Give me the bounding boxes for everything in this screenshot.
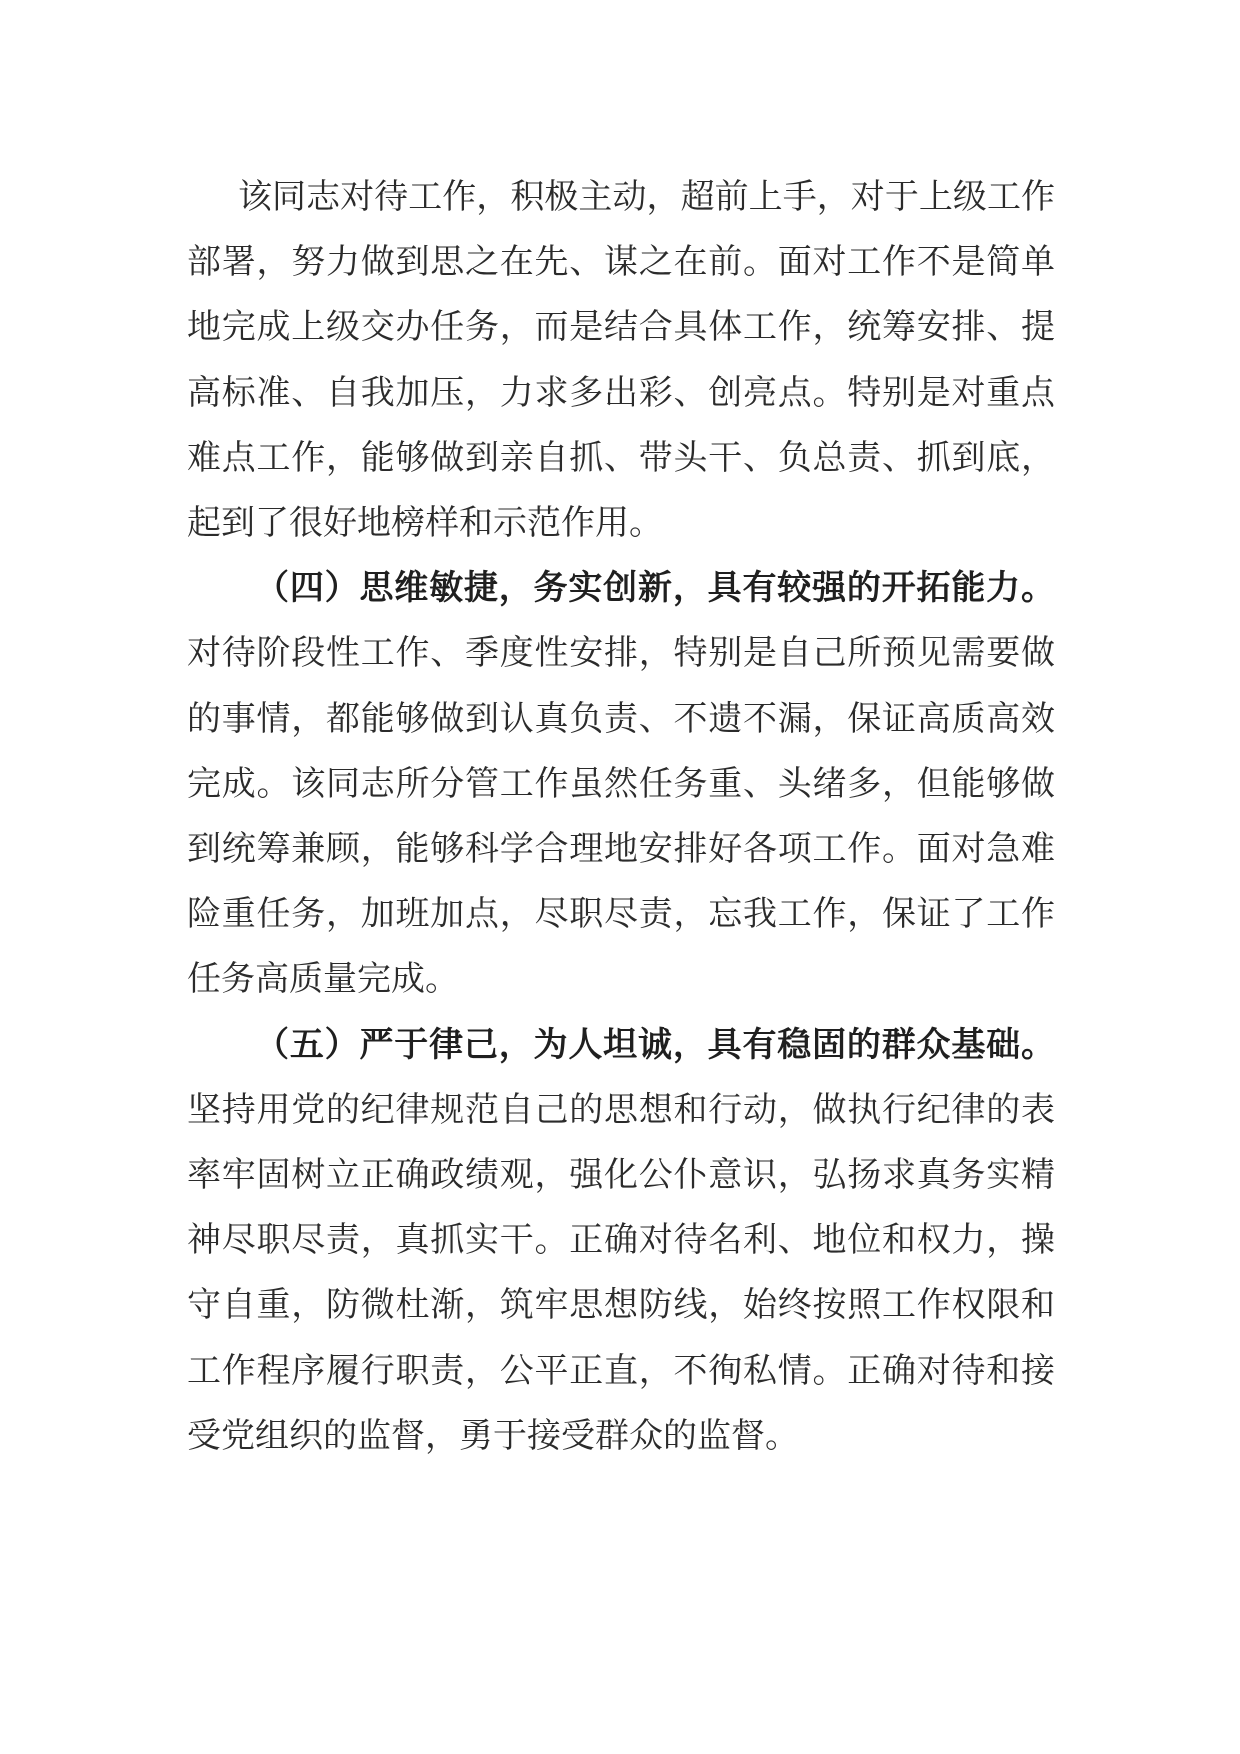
section-4-body: 对待阶段性工作、季度性安排，特别是自己所预见需要做的事情，都能够做到认真负责、不遗不漏，保证高质高效完成。该同志所分管工作虽然任务重、头绪多，但能够做到统筹兼顾，能够科学合理地安排好各项工作。面对急难险重任务，加班加点，尽职尽责，忘我工作，保证了工作任务高质量完成。 [187,633,1055,1000]
paragraph-section-5 [187,1013,1055,1469]
section-5-heading: （五）严于律己，为人坦诚，具有稳固的群众基础。 [255,1024,1055,1065]
paragraph-text: 该同志对待工作，积极主动，超前上手，对于上级工作部署，努力做到思之在先、谋之在前。面对工作不是简单地完成上级交办任务，而是结合具体工作，统筹安排、提高标准、自我加压，力求多出彩、创亮点。特别是对重点难点工作，能够做到亲自抓、带头干、负总责、抓到底，起到了很好地榜样和示范作用。 [187,177,1055,544]
paragraph-work-attitude [187,165,1055,556]
document-body [187,165,1055,1469]
paragraph-section-4 [187,556,1055,1012]
section-5-body: 坚持用党的纪律规范自己的思想和行动，做执行纪律的表率牢固树立正确政绩观，强化公仆意识，弘扬求真务实精神尽职尽责，真抓实干。正确对待名利、地位和权力，操守自重，防微杜渐，筑牢思想防线，始终按照工作权限和工作程序履行职责，公平正直，不徇私情。正确对待和接受党组织的监督，勇于接受群众的监督。 [187,1089,1055,1456]
section-4-heading: （四）思维敏捷，务实创新，具有较强的开拓能力。 [255,568,1055,609]
